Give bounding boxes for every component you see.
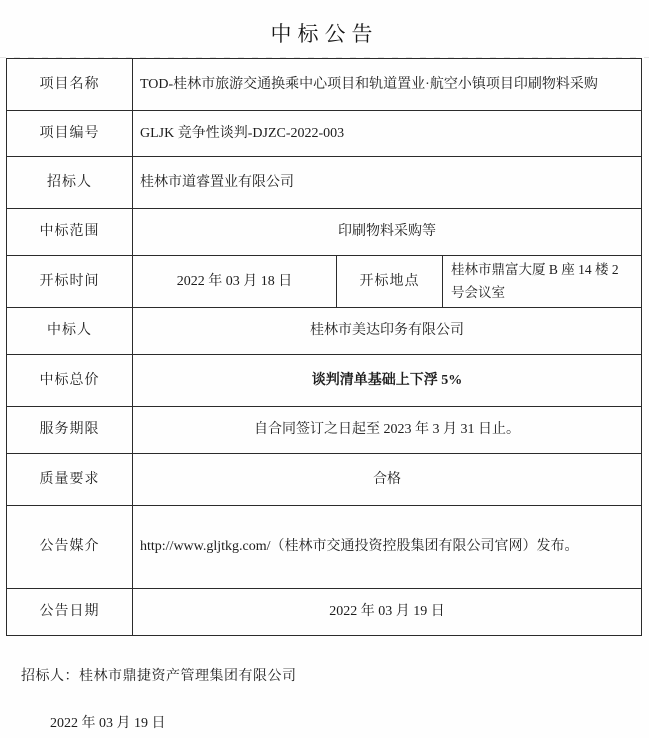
table-row-project-number — [7, 111, 642, 157]
announcement-table — [6, 58, 642, 636]
award-price-value: 谈判清单基础上下浮 5% — [133, 355, 642, 407]
project-name-label: 项目名称 — [7, 59, 133, 111]
tenderee-value: 桂林市道睿置业有限公司 — [133, 157, 642, 209]
announcement-date-value: 2022 年 03 月 19 日 — [133, 589, 642, 636]
announcement-media-label: 公告媒介 — [7, 506, 133, 589]
footer-bidder-line: 招标人：桂林市鼎捷资产管理集团有限公司 — [21, 669, 297, 685]
bid-opening-time-value: 2022 年 03 月 18 日 — [133, 256, 337, 308]
table-row-quality-requirement — [7, 454, 642, 506]
scan-artifact-line — [0, 57, 649, 58]
table-row-tenderee — [7, 157, 642, 209]
quality-requirement-label: 质量要求 — [7, 454, 133, 506]
award-scope-label: 中标范围 — [7, 209, 133, 256]
service-period-value: 自合同签订之日起至 2023 年 3 月 31 日止。 — [133, 407, 642, 454]
table-row-award-scope — [7, 209, 642, 256]
table-row-service-period — [7, 407, 642, 454]
announcement-media-value: http://www.gljtkg.com/（桂林市交通投资控股集团有限公司官网）发布。 — [133, 506, 642, 589]
table-row-announcement-date — [7, 589, 642, 636]
quality-requirement-value: 合格 — [133, 454, 642, 506]
bid-opening-place-label: 开标地点 — [337, 256, 443, 308]
table-row-project-name — [7, 59, 642, 111]
bid-opening-time-label: 开标时间 — [7, 256, 133, 308]
project-number-label: 项目编号 — [7, 111, 133, 157]
table-row-bid-opening — [7, 256, 642, 308]
bid-opening-place-value: 桂林市鼎富大厦 B 座 14 楼 2 号会议室 — [443, 256, 642, 308]
table-row-winner — [7, 308, 642, 355]
table-row-award-price — [7, 355, 642, 407]
award-scope-value: 印刷物料采购等 — [133, 209, 642, 256]
page-title: 中标公告 — [270, 22, 379, 46]
project-name-value: TOD-桂林市旅游交通换乘中心项目和轨道置业·航空小镇项目印刷物料采购 — [133, 59, 642, 111]
footer-date-line: 2022 年 03 月 19 日 — [50, 716, 166, 732]
winner-value: 桂林市美达印务有限公司 — [133, 308, 642, 355]
project-number-value: GLJK 竞争性谈判-DJZC-2022-003 — [133, 111, 642, 157]
tenderee-label: 招标人 — [7, 157, 133, 209]
announcement-date-label: 公告日期 — [7, 589, 133, 636]
table-row-announcement-media — [7, 506, 642, 589]
award-price-label: 中标总价 — [7, 355, 133, 407]
service-period-label: 服务期限 — [7, 407, 133, 454]
winner-label: 中标人 — [7, 308, 133, 355]
